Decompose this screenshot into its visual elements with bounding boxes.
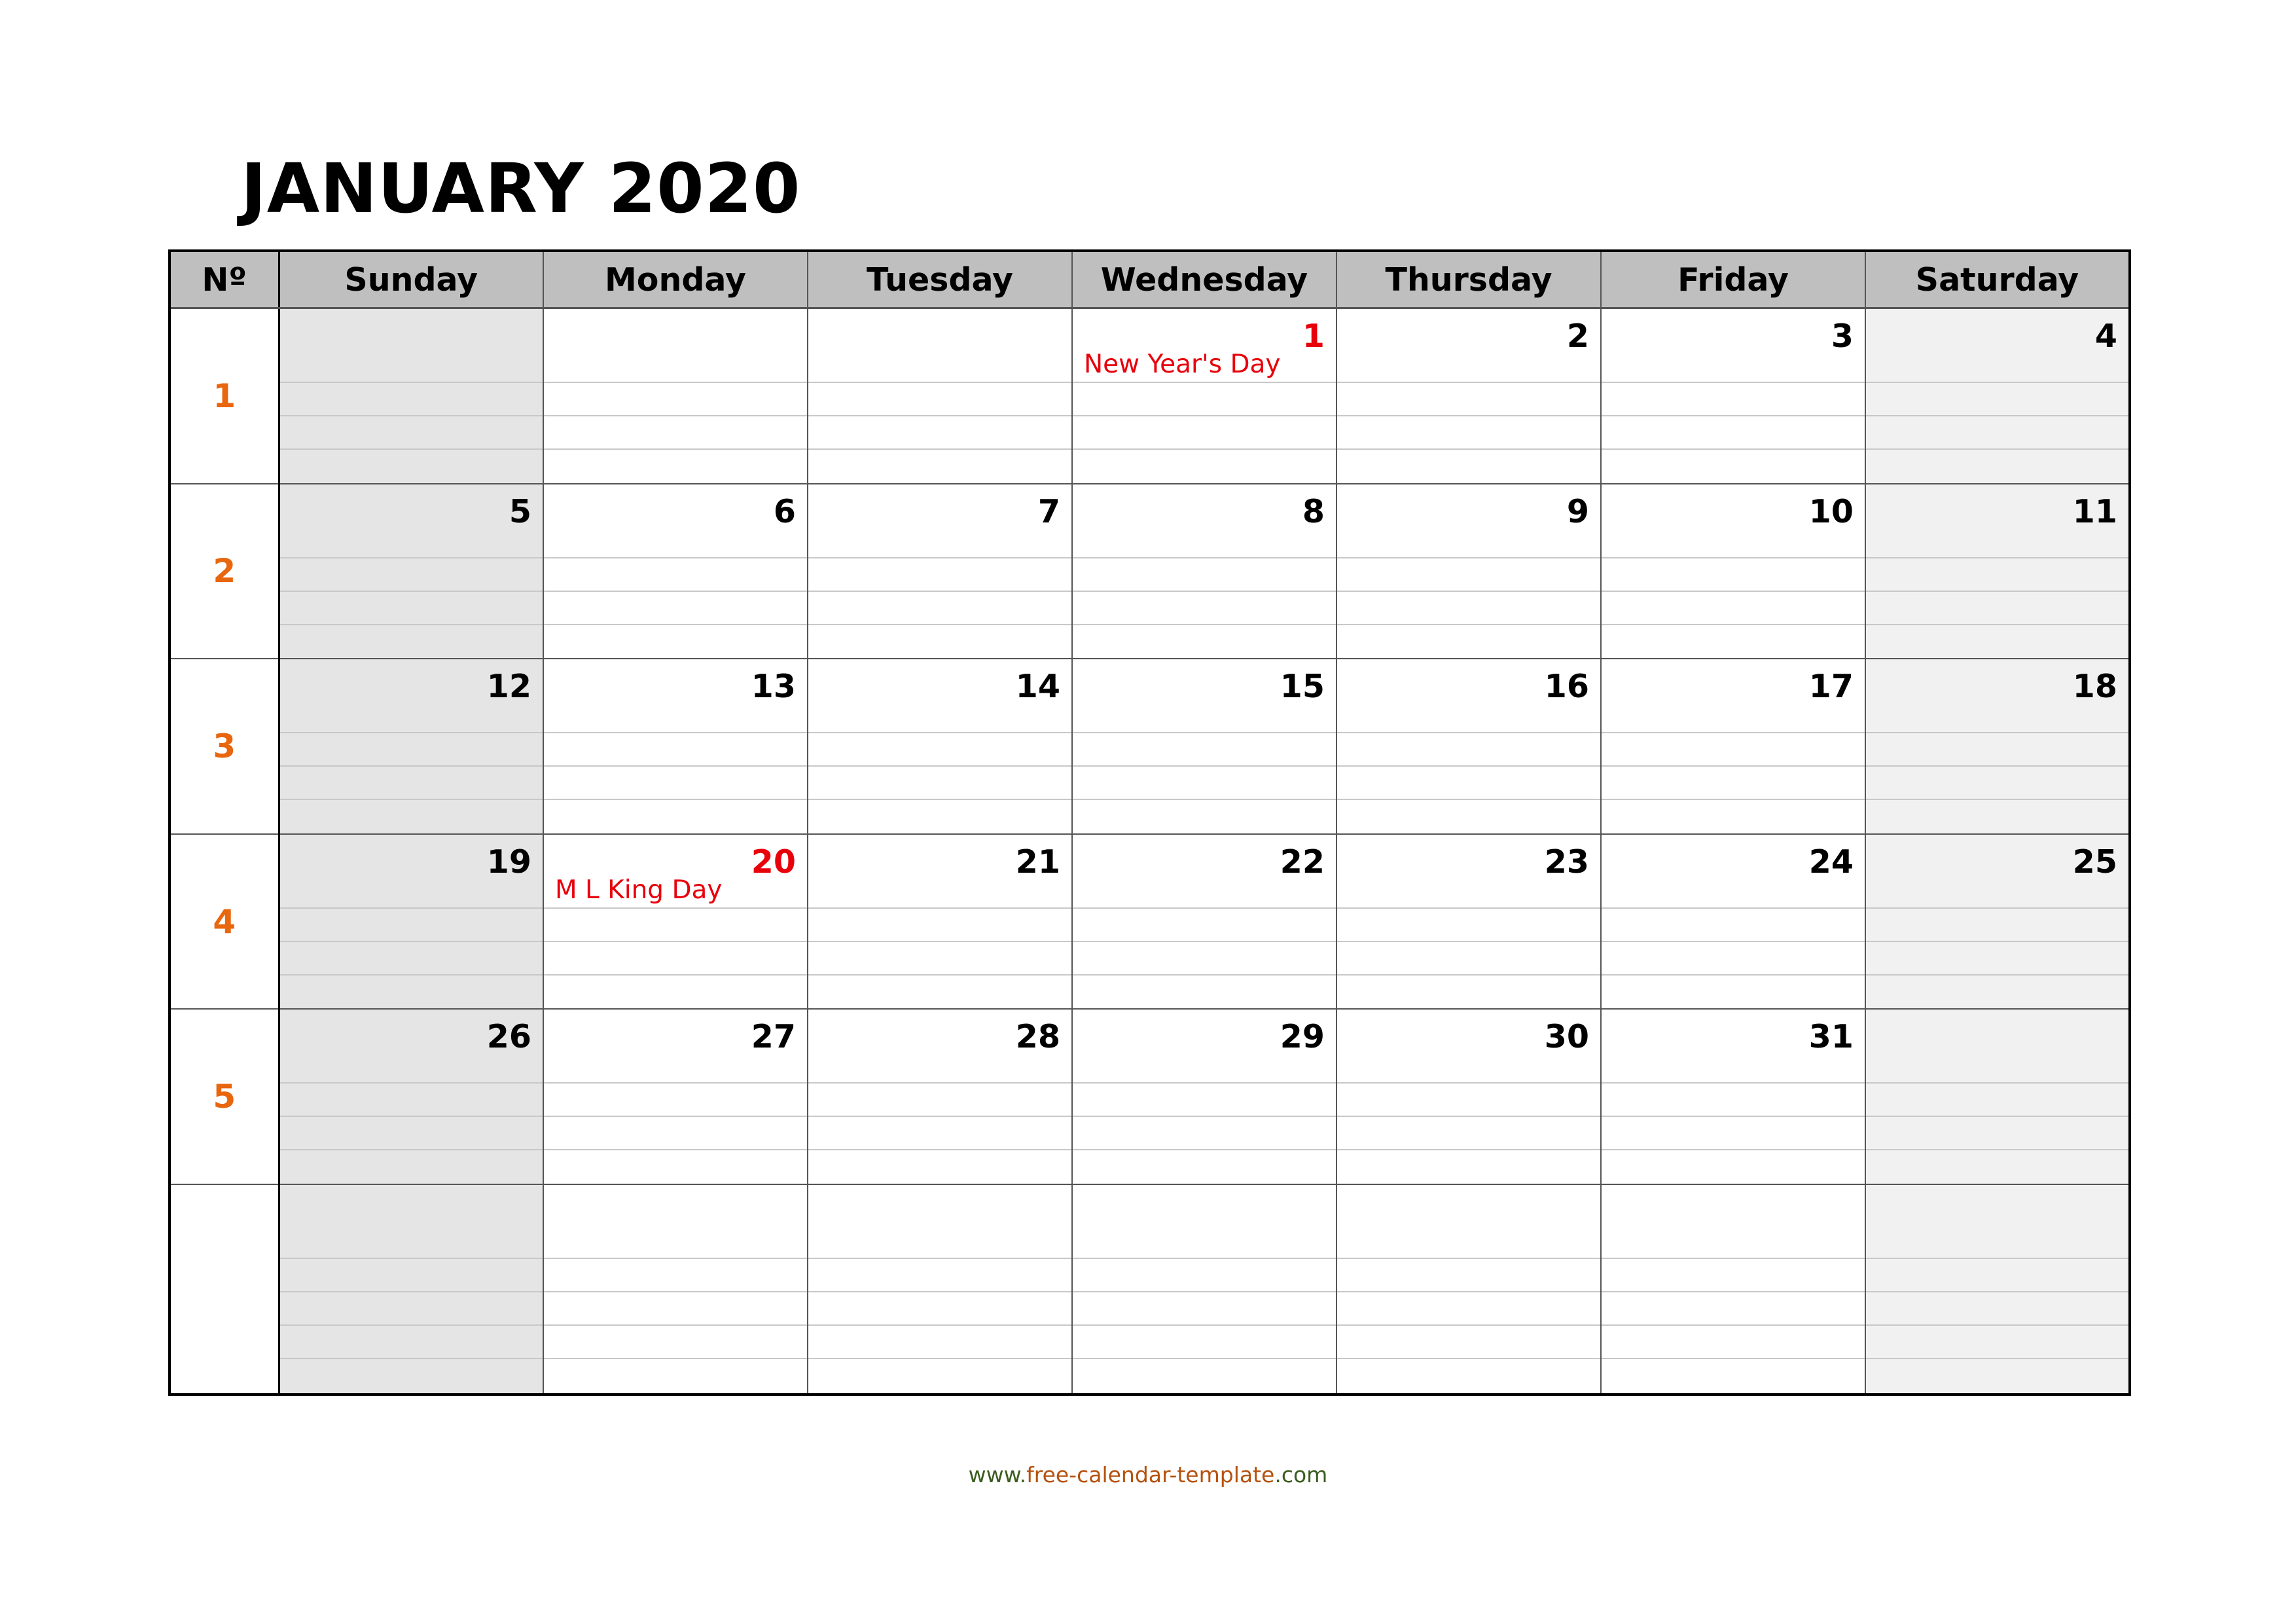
note-lines — [1602, 1185, 1865, 1393]
note-lines — [544, 309, 807, 483]
note-lines — [1866, 309, 2128, 483]
week-row — [170, 834, 2130, 1010]
day-number: 20 — [751, 843, 796, 881]
day-number: 24 — [1808, 843, 1854, 881]
note-lines — [280, 1185, 543, 1393]
day-cell-monday[interactable] — [543, 659, 808, 834]
note-lines — [808, 309, 1071, 483]
week-row — [170, 308, 2130, 484]
day-number: 1 — [1302, 318, 1325, 355]
day-cell-sunday[interactable] — [279, 659, 543, 834]
day-number: 12 — [486, 668, 531, 706]
weekday-header-thursday: Thursday — [1336, 251, 1601, 308]
note-lines — [808, 1185, 1071, 1393]
note-lines — [1866, 1010, 2128, 1184]
weekday-header-wednesday: Wednesday — [1072, 251, 1336, 308]
week-number: 3 — [170, 659, 279, 834]
day-cell-wednesday[interactable] — [1072, 1009, 1336, 1184]
day-cell-wednesday[interactable] — [1072, 308, 1336, 484]
day-cell-tuesday[interactable] — [808, 1184, 1072, 1395]
day-cell-wednesday[interactable] — [1072, 659, 1336, 834]
day-cell-monday[interactable] — [543, 834, 808, 1010]
day-cell-sunday[interactable] — [279, 834, 543, 1010]
day-number: 23 — [1544, 843, 1589, 881]
footer-url[interactable] — [0, 1459, 2296, 1491]
day-cell-saturday[interactable] — [1865, 834, 2130, 1010]
day-cell-tuesday[interactable] — [808, 484, 1072, 659]
day-cell-friday[interactable] — [1601, 1009, 1865, 1184]
footer-url-suffix: .com — [1274, 1462, 1328, 1487]
day-number: 11 — [2072, 492, 2117, 530]
day-number: 21 — [1015, 843, 1060, 881]
week-row — [170, 1184, 2130, 1395]
day-number: 17 — [1808, 668, 1854, 706]
day-cell-friday[interactable] — [1601, 834, 1865, 1010]
weekday-header-sunday: Sunday — [279, 251, 543, 308]
note-lines — [1337, 484, 1600, 659]
day-number: 27 — [751, 1018, 796, 1056]
day-number: 10 — [1808, 492, 1854, 530]
week-number: 1 — [170, 308, 279, 484]
day-number: 26 — [486, 1018, 531, 1056]
day-cell-saturday[interactable] — [1865, 1009, 2130, 1184]
day-cell-thursday[interactable] — [1336, 659, 1601, 834]
day-cell-sunday[interactable] — [279, 1009, 543, 1184]
note-lines — [808, 484, 1071, 659]
day-number: 29 — [1280, 1018, 1325, 1056]
day-cell-wednesday[interactable] — [1072, 1184, 1336, 1395]
day-cell-saturday[interactable] — [1865, 308, 2130, 484]
holiday-label: New Year's Day — [1084, 350, 1281, 379]
day-number: 30 — [1544, 1018, 1589, 1056]
day-cell-saturday[interactable] — [1865, 484, 2130, 659]
day-number: 14 — [1015, 668, 1060, 706]
weekday-header-row — [170, 251, 2130, 308]
note-lines — [280, 484, 543, 659]
day-cell-sunday[interactable] — [279, 484, 543, 659]
day-number: 5 — [509, 492, 531, 530]
day-cell-friday[interactable] — [1601, 484, 1865, 659]
day-cell-monday[interactable] — [543, 484, 808, 659]
day-number: 4 — [2094, 318, 2117, 355]
day-cell-thursday[interactable] — [1336, 1184, 1601, 1395]
day-number: 18 — [2072, 668, 2117, 706]
week-row — [170, 1009, 2130, 1184]
weekday-header-saturday: Saturday — [1865, 251, 2130, 308]
week-number-header: Nº — [170, 251, 279, 308]
weekday-header-friday: Friday — [1601, 251, 1865, 308]
week-number: 5 — [170, 1009, 279, 1184]
note-lines — [1073, 1185, 1336, 1393]
note-lines — [1337, 1185, 1600, 1393]
day-number: 15 — [1280, 668, 1325, 706]
note-lines — [1073, 484, 1336, 659]
note-lines — [544, 1185, 807, 1393]
footer-url-prefix: www. — [968, 1462, 1027, 1487]
day-cell-thursday[interactable] — [1336, 834, 1601, 1010]
day-cell-friday[interactable] — [1601, 308, 1865, 484]
day-cell-friday[interactable] — [1601, 1184, 1865, 1395]
weekday-header-tuesday: Tuesday — [808, 251, 1072, 308]
day-number: 31 — [1808, 1018, 1854, 1056]
calendar-title: JANUARY 2020 — [241, 149, 801, 228]
day-cell-saturday[interactable] — [1865, 659, 2130, 834]
day-cell-sunday[interactable] — [279, 1184, 543, 1395]
calendar-grid — [168, 249, 2131, 1396]
day-cell-thursday[interactable] — [1336, 1009, 1601, 1184]
day-number: 25 — [2072, 843, 2117, 881]
week-number: 4 — [170, 834, 279, 1010]
day-cell-thursday[interactable] — [1336, 308, 1601, 484]
note-lines — [1602, 309, 1865, 483]
day-cell-wednesday[interactable] — [1072, 834, 1336, 1010]
day-number: 16 — [1544, 668, 1589, 706]
day-cell-monday[interactable] — [543, 1009, 808, 1184]
day-cell-thursday[interactable] — [1336, 484, 1601, 659]
day-number: 13 — [751, 668, 796, 706]
footer-url-brand: free-calendar-template — [1026, 1462, 1275, 1487]
holiday-label: M L King Day — [555, 875, 723, 905]
day-number: 9 — [1566, 492, 1589, 530]
note-lines — [544, 484, 807, 659]
day-cell-sunday[interactable] — [279, 308, 543, 484]
note-lines — [1073, 309, 1336, 483]
note-lines — [1337, 309, 1600, 483]
day-cell-tuesday[interactable] — [808, 308, 1072, 484]
day-cell-saturday[interactable] — [1865, 1184, 2130, 1395]
day-number: 2 — [1566, 318, 1589, 355]
day-cell-tuesday[interactable] — [808, 834, 1072, 1010]
week-row — [170, 484, 2130, 659]
day-number: 8 — [1302, 492, 1325, 530]
week-number — [170, 1184, 279, 1395]
day-number: 7 — [1037, 492, 1060, 530]
day-number: 19 — [486, 843, 531, 881]
day-number: 22 — [1280, 843, 1325, 881]
day-cell-monday[interactable] — [543, 1184, 808, 1395]
note-lines — [1866, 1185, 2128, 1393]
day-number: 6 — [773, 492, 796, 530]
day-cell-friday[interactable] — [1601, 659, 1865, 834]
day-cell-wednesday[interactable] — [1072, 484, 1336, 659]
weekday-header-monday: Monday — [543, 251, 808, 308]
day-number: 28 — [1015, 1018, 1060, 1056]
week-number: 2 — [170, 484, 279, 659]
day-cell-tuesday[interactable] — [808, 1009, 1072, 1184]
day-cell-tuesday[interactable] — [808, 659, 1072, 834]
note-lines — [280, 309, 543, 483]
day-cell-monday[interactable] — [543, 308, 808, 484]
day-number: 3 — [1831, 318, 1854, 355]
week-row — [170, 659, 2130, 834]
